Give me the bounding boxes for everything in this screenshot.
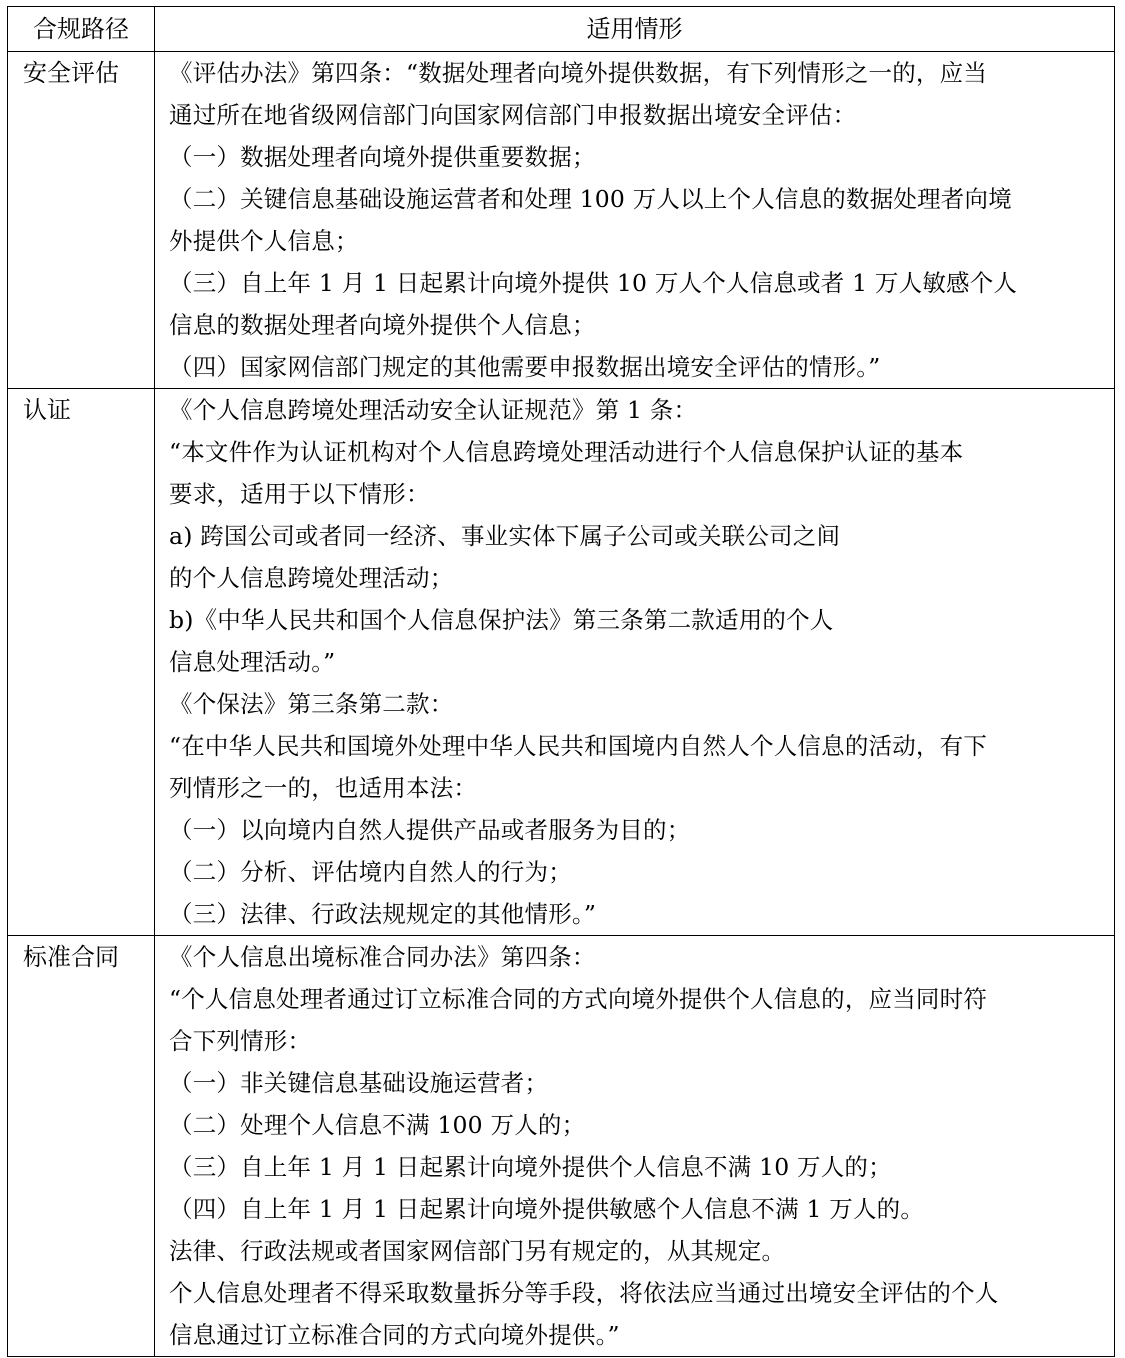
condition-line: （一）以向境内自然人提供产品或者服务为目的； <box>169 816 691 844</box>
condition-line: （四）国家网信部门规定的其他需要申报数据出境安全评估的情形。” <box>169 353 881 381</box>
condition-line: （二）处理个人信息不满 100 万人的； <box>169 1111 586 1139</box>
compliance-path-table <box>7 6 1115 1357</box>
condition-line: （三）自上年 1 月 1 日起累计向境外提供个人信息不满 10 万人的； <box>169 1153 892 1181</box>
header-applicable-condition: 适用情形 <box>155 7 1115 52</box>
condition-line: （三）自上年 1 月 1 日起累计向境外提供 10 万人个人信息或者 1 万人敏感个人 <box>169 269 1018 297</box>
condition-line: 《个保法》第三条第二款： <box>169 690 454 718</box>
condition-line: （四）自上年 1 月 1 日起累计向境外提供敏感个人信息不满 1 万人的。 <box>169 1195 925 1223</box>
condition-line: 《个人信息出境标准合同办法》第四条： <box>169 943 596 971</box>
condition-line: “个人信息处理者通过订立标准合同的方式向境外提供个人信息的，应当同时符 <box>169 985 988 1013</box>
condition-line: 信息通过订立标准合同的方式向境外提供。” <box>169 1321 620 1349</box>
path-label: 安全评估 <box>23 59 119 87</box>
path-label: 标准合同 <box>23 943 119 971</box>
condition-line: “在中华人民共和国境外处理中华人民共和国境内自然人个人信息的活动，有下 <box>169 732 988 760</box>
path-cell-security-assessment <box>8 52 155 389</box>
table-row-security-assessment <box>8 52 1115 389</box>
condition-line: 信息的数据处理者向境外提供个人信息； <box>169 311 596 339</box>
condition-line: “本文件作为认证机构对个人信息跨境处理活动进行个人信息保护认证的基本 <box>169 438 964 466</box>
table-header-row <box>8 7 1115 52</box>
header-compliance-path: 合规路径 <box>8 7 155 52</box>
condition-line: b)《中华人民共和国个人信息保护法》第三条第二款适用的个人 <box>169 606 834 634</box>
condition-line: 列情形之一的，也适用本法： <box>169 774 478 802</box>
condition-line: 《评估办法》第四条：“数据处理者向境外提供数据，有下列情形之一的，应当 <box>169 59 988 87</box>
condition-cell-certification <box>155 389 1115 936</box>
condition-line: （一）数据处理者向境外提供重要数据； <box>169 143 596 171</box>
condition-line: （二）分析、评估境内自然人的行为； <box>169 858 572 886</box>
condition-line: 信息处理活动。” <box>169 648 336 676</box>
condition-line: 的个人信息跨境处理活动； <box>169 564 454 592</box>
condition-line: （一）非关键信息基础设施运营者； <box>169 1069 549 1097</box>
path-label: 认证 <box>23 396 71 424</box>
condition-line: 个人信息处理者不得采取数量拆分等手段，将依法应当通过出境安全评估的个人 <box>169 1279 999 1307</box>
condition-line: 要求，适用于以下情形： <box>169 480 430 508</box>
condition-line: 法律、行政法规或者国家网信部门另有规定的，从其规定。 <box>169 1237 786 1265</box>
condition-line: 外提供个人信息； <box>169 227 359 255</box>
condition-line: （三）法律、行政法规规定的其他情形。” <box>169 900 597 928</box>
condition-line: 《个人信息跨境处理活动安全认证规范》第 1 条： <box>169 396 698 424</box>
condition-cell-standard-contract <box>155 936 1115 1357</box>
condition-line: a) 跨国公司或者同一经济、事业实体下属子公司或关联公司之间 <box>169 522 841 550</box>
table-row-certification <box>8 389 1115 936</box>
condition-line: 合下列情形： <box>169 1027 312 1055</box>
condition-line: （二）关键信息基础设施运营者和处理 100 万人以上个人信息的数据处理者向境 <box>169 185 1012 213</box>
table-row-standard-contract <box>8 936 1115 1357</box>
condition-line: 通过所在地省级网信部门向国家网信部门申报数据出境安全评估： <box>169 101 857 129</box>
path-cell-certification <box>8 389 155 936</box>
condition-cell-security-assessment <box>155 52 1115 389</box>
path-cell-standard-contract <box>8 936 155 1357</box>
